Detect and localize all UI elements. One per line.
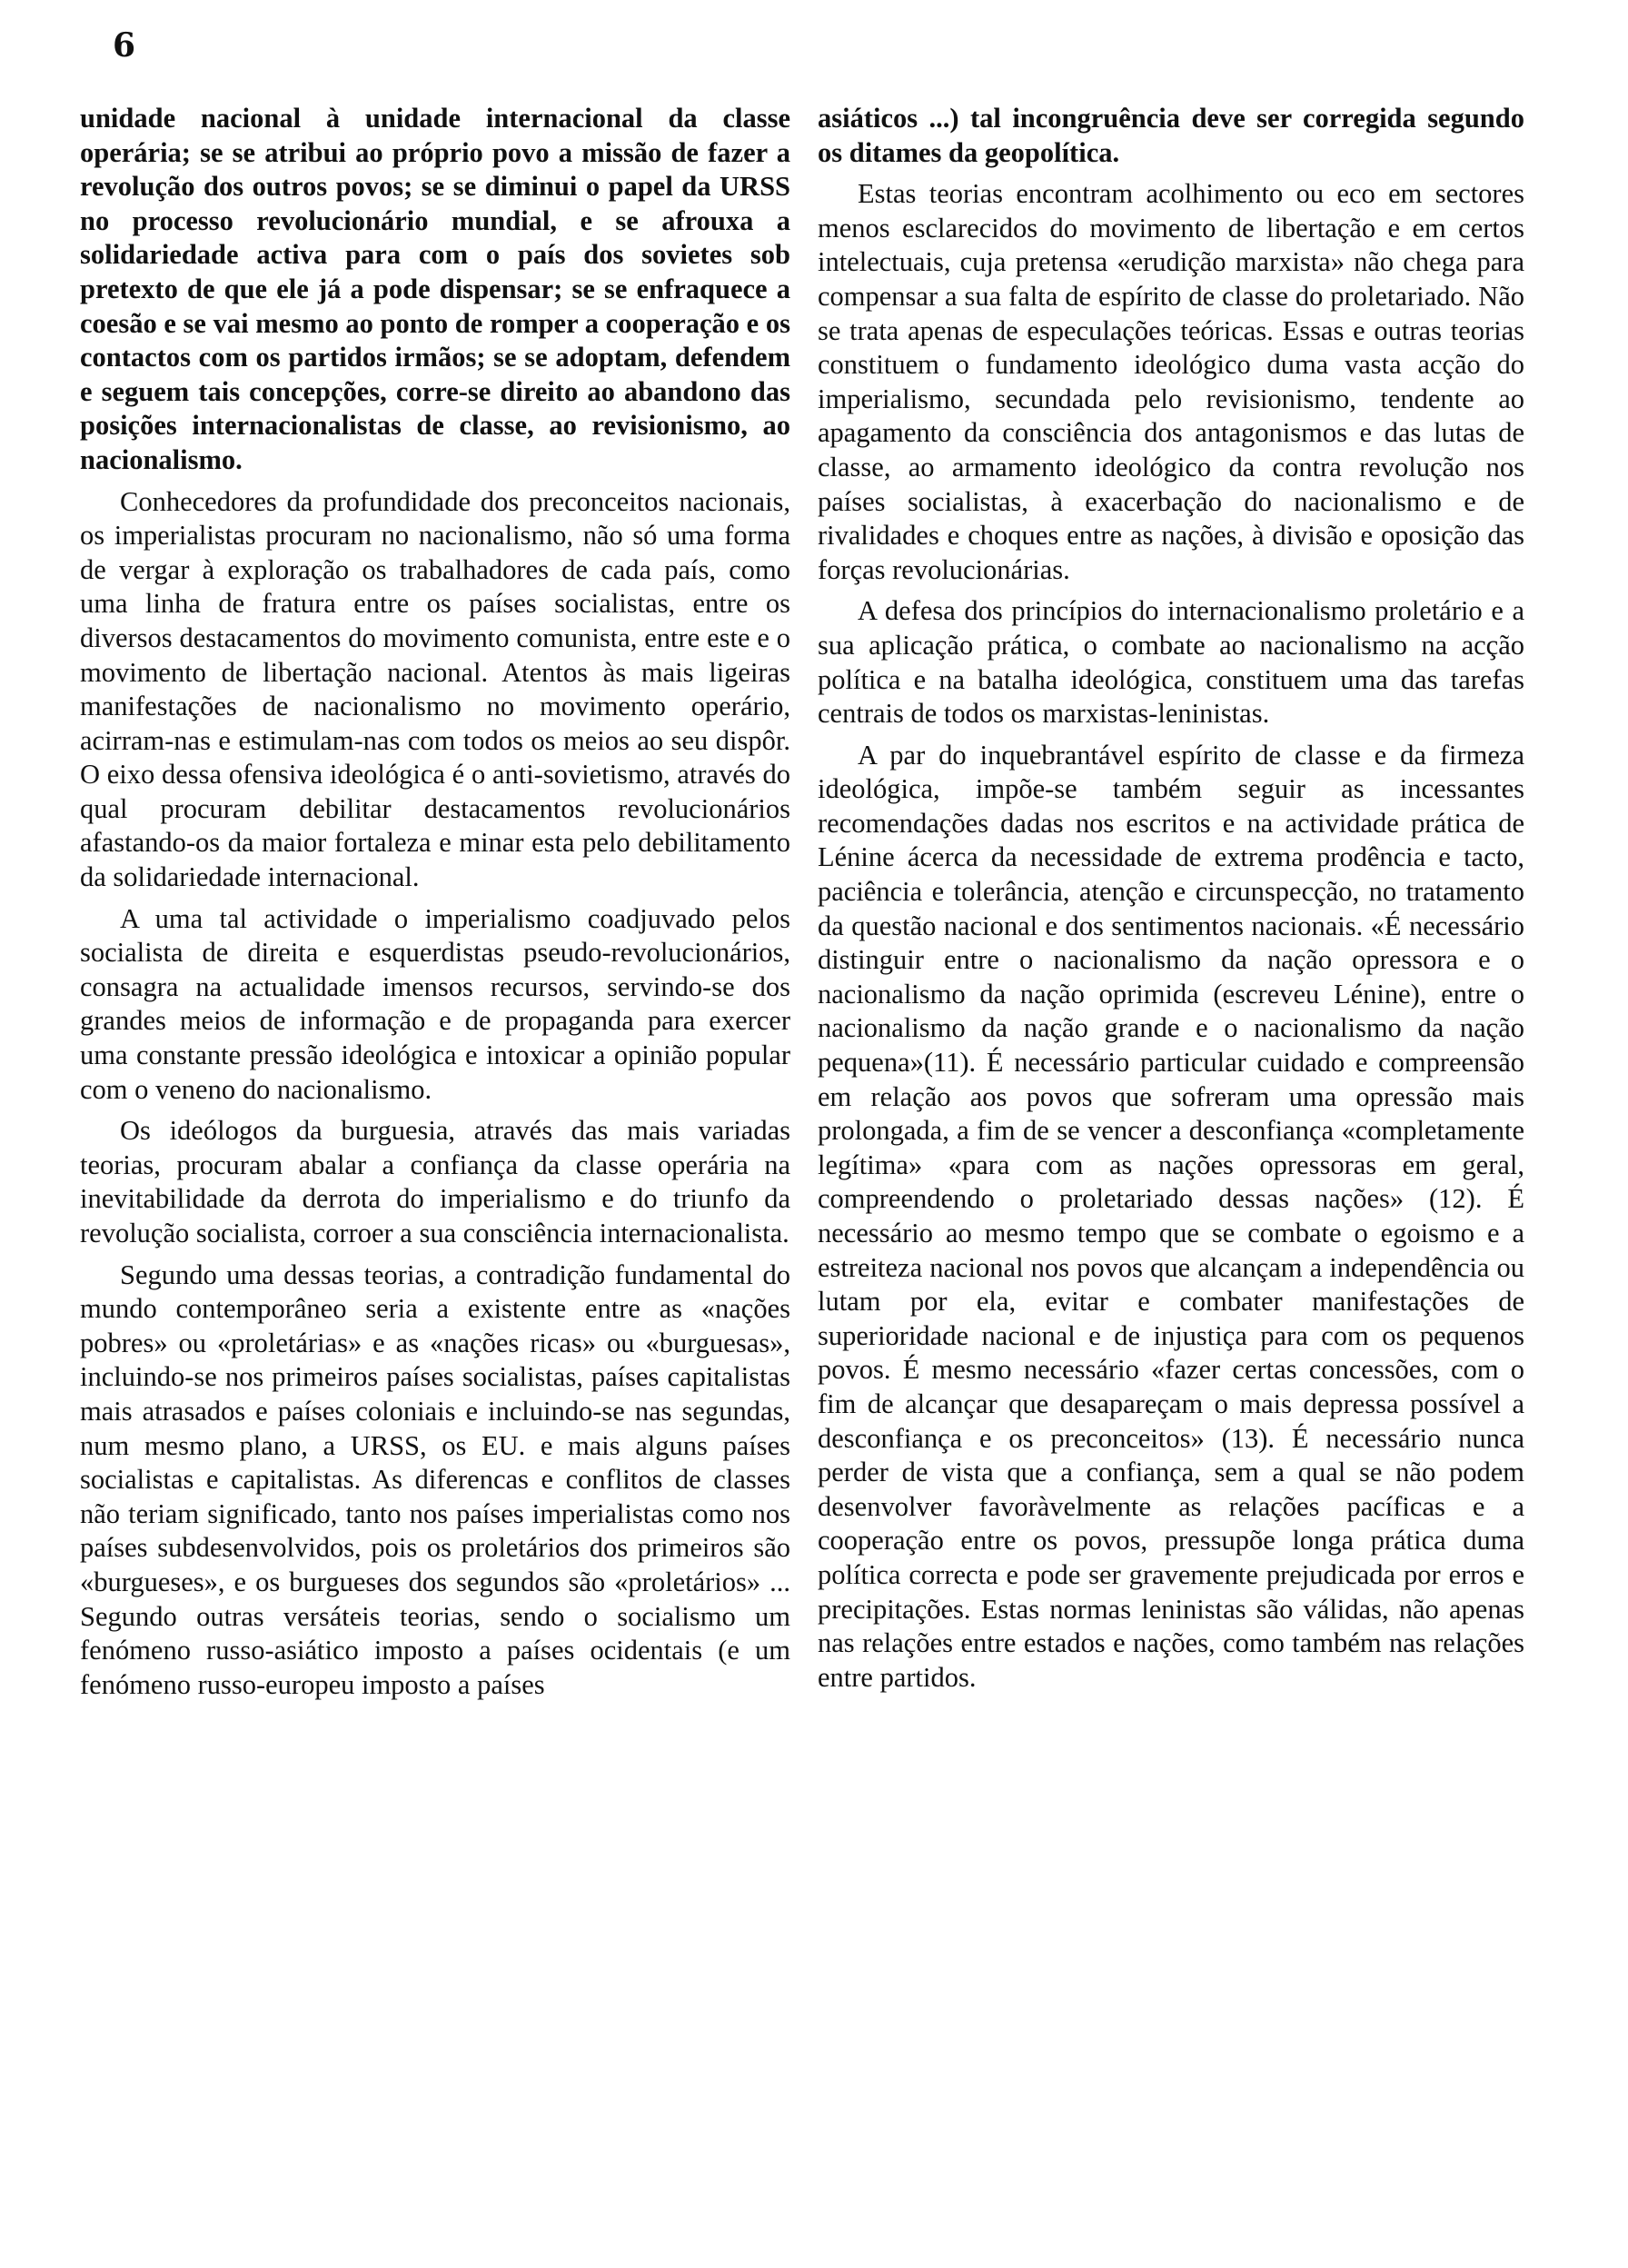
- right-column: [818, 102, 1524, 1702]
- page-number: 6: [113, 26, 136, 65]
- paragraph: Os ideólogos da burguesia, através das mais variadas teorias, procuram abalar a confiança da classe operária na inevitabilidade da derrota do imperialismo e do triunfo da revolução socialista, corroer a sua consciência internacionalista.: [80, 1115, 790, 1248]
- paragraph: Segundo uma dessas teorias, a contradição fundamental do mundo contemporâneo seria a existente entre as «nações pobres» ou «proletárias» e as «nações ricas» ou «burguesas», incluindo-se nos primeiros países socialistas, países capitalistas mais atrasados e países coloniais e incluindo-se nas segundas, num mesmo plano, a URSS, os EU. e mais alguns países socialistas e capitalistas. As diferencas e conflitos de classes não teriam significado, tanto nos países imperialistas como nos países subdesenvolvidos, pois os proletários dos primeiros são «burgueses», e os burgueses dos segundos são «proletários» ... Segundo outras versáteis teorias, sendo o socialismo um fenómeno russo-asiático imposto a países ocidentais (e um fenómeno russo-europeu imposto a países: [80, 1258, 790, 1700]
- paragraph: Estas teorias encontram acolhimento ou eco em sectores menos esclarecidos do movimento de libertação e em certos intelectuais, cuja pretensa «erudição marxista» não chega para compensar a sua falta de espírito de classe do proletariado. Não se trata apenas de especulações teóricas. Essas e outras teorias constituem o fundamento ideológico duma vasta acção do imperialismo, secundada pelo revisionismo, tendente ao apagamento da consciência dos antagonismos e das lutas de classe, ao armamento ideológico da contra revolução nos países socialistas, à exacerbação do nacionalismo e de rivalidades e choques entre as nações, à divisão e oposição das forças revolucionárias.: [818, 178, 1524, 585]
- left-column: [80, 102, 790, 1709]
- paragraph: unidade nacional à unidade internacional da classe operária; se se atribui ao próprio povo a missão de fazer a revolução dos outros povos; se se diminui o papel da URSS no processo revolucionário mundial, e se afrouxa a solidariedade activa para com o país dos sovietes sob pretexto de que ele já a pode dispensar; se se enfraquece a coesão e se vai mesmo ao ponto de romper a cooperação e os contactos com os partidos irmãos; se se adoptam, defendem e seguem tais concepções, corre-se direito ao abandono das posições internacionalistas de classe, ao revisionismo, ao nacionalismo.: [80, 103, 790, 475]
- paragraph: Conhecedores da profundidade dos preconceitos nacionais, os imperialistas procuram no nacionalismo, não só uma forma de vergar à exploração os trabalhadores de cada país, como uma linha de fratura entre os países socialistas, entre os diversos destacamentos do movimento comunista, entre este e o movimento de libertação nacional. Atentos às mais ligeiras manifestações de nacionalismo no movimento operário, acirram-nas e estimulam-nas com todos os meios ao seu dispôr. O eixo dessa ofensiva ideológica é o anti-sovietismo, através do qual procuram debilitar destacamentos revolucionários afastando-os da maior fortaleza e minar esta pelo debilitamento da solidariedade internacional.: [80, 485, 790, 893]
- paragraph: A par do inquebrantável espírito de classe e da firmeza ideológica, impõe-se também seguir as incessantes recomendações dadas nos escritos e na actividade prática de Lénine ácerca da necessidade de extrema prodência e tacto, paciência e tolerância, atenção e circunspecção, no tratamento da questão nacional e dos sentimentos nacionais. «É necessário distinguir entre o nacionalismo da nação opressora e o nacionalismo da nação oprimida (escreveu Lénine), entre o nacionalismo da nação grande e o nacionalismo da nação pequena»(11). É necessário particular cuidado e compreensão em relação aos povos que sofreram uma opressão mais prolongada, a fim de se vencer a desconfiança «completamente legítima» «para com as nações opressoras em geral, compreendendo o proletariado dessas nações» (12). É necessário ao mesmo tempo que se combate o egoismo e a estreiteza nacional nos povos que alcançam a independência ou lutam por ela, evitar e combater manifestações de superioridade nacional e de injustiça para com os pequenos povos. É mesmo necessário «fazer certas concessões, com o fim de alcançar que desapareçam o mais depressa possível a desconfiança e os preconceitos» (13). É necessário nunca perder de vista que a confiança, sem a qual se não podem desenvolver favoràvelmente as relações pacíficas e a cooperação entre os povos, pressupõe longa prática duma política correcta e pode ser gravemente prejudicada por erros e precipitações. Estas normas leninistas são válidas, não apenas nas relações entre estados e nações, como também nas relações entre partidos.: [818, 739, 1524, 1693]
- paragraph: asiáticos ...) tal incongruência deve ser corregida segundo os ditames da geopolítica.: [818, 103, 1524, 168]
- paragraph: A uma tal actividade o imperialismo coadjuvado pelos socialista de direita e esquerdistas pseudo-revolucionários, consagra na actualidade imensos recursos, servindo-se dos grandes meios de informação e de propaganda para exercer uma constante pressão ideológica e intoxicar a opinião popular com o veneno do nacionalismo.: [80, 902, 790, 1105]
- paragraph: A defesa dos princípios do internacionalismo proletário e a sua aplicação prática, o combate ao nacionalismo na acção política e na batalha ideológica, constituem uma das tarefas centrais de todos os marxistas-leninistas.: [818, 595, 1524, 730]
